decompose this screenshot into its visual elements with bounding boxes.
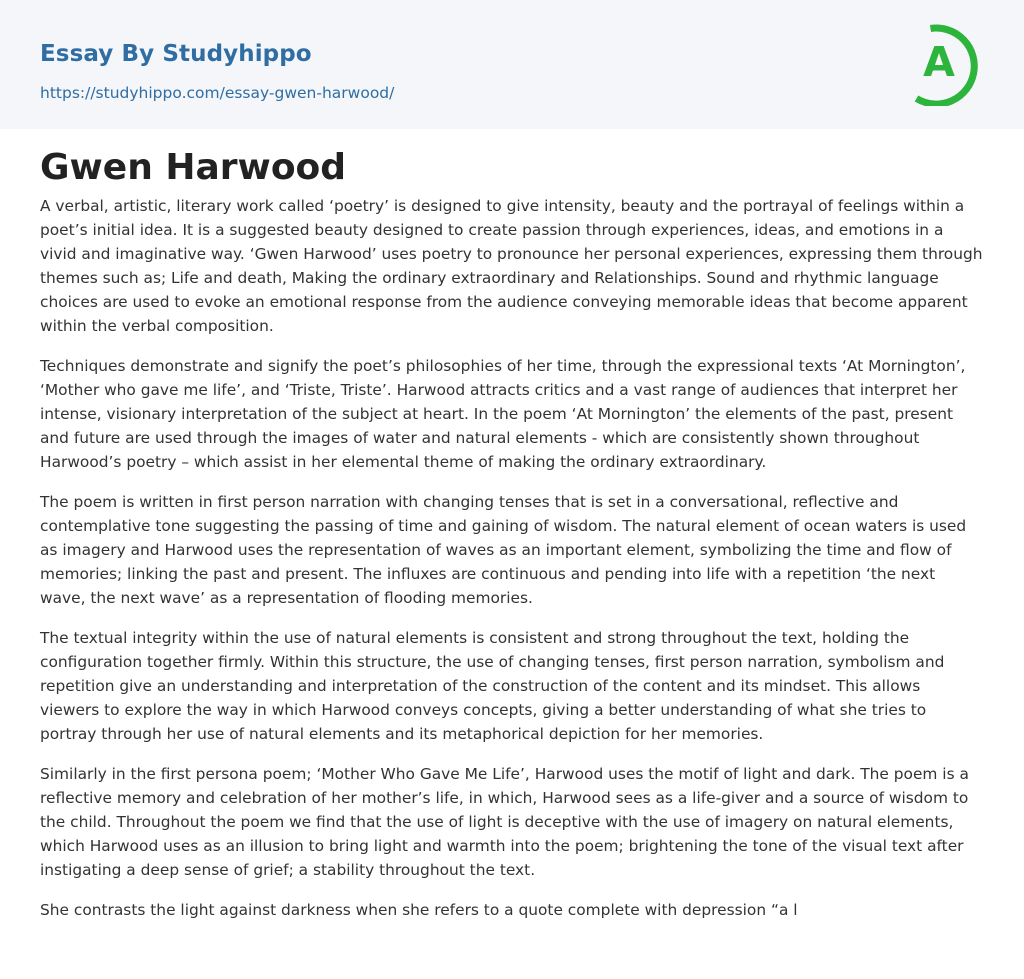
essay-paragraph: The poem is written in first person narration with changing tenses that is set in a conversational, reflective and contemplative tone suggesting the passing of time and gaining of wisdom. The natural element of ocean waters is used as imagery and Harwood uses the representation of waves as an important element, symbolizing the time and flow of memories; linking the past and present. The influxes are continuous and pending into life with a repetition ‘the next wave, the next wave’ as a representation of flooding memories. bbox=[40, 493, 967, 607]
logo-letter: A bbox=[923, 38, 955, 86]
studyhippo-logo[interactable] bbox=[910, 18, 988, 106]
essay-url-link[interactable]: https://studyhippo.com/essay-gwen-harwood/ bbox=[40, 84, 395, 102]
essay-paragraph: Similarly in the first persona poem; ‘Mother Who Gave Me Life’, Harwood uses the motif of light and dark. The poem is a reflective memory and celebration of her mother’s life, in which, Harwood sees as a life-giver and a source of wisdom to the child. Throughout the poem we find that the use of light is deceptive with the use of imagery on natural elements, which Harwood uses as an illusion to bring light and warmth into the poem; brightening the tone of the visual text after instigating a deep sense of grief; a stability throughout the text. bbox=[40, 765, 969, 879]
essay-paragraph: A verbal, artistic, literary work called ‘poetry’ is designed to give intensity, beauty and the portrayal of feelings within a poet’s initial idea. It is a suggested beauty designed to create passion through experiences, ideas, and emotions in a vivid and imaginative way. ‘Gwen Harwood’ uses poetry to pronounce her personal experiences, expressing them through themes such as; Life and death, Making the ordinary extraordinary and Relationships. Sound and rhythmic language choices are used to evoke an emotional response from the audience conveying memorable ideas that become apparent within the verbal composition. bbox=[40, 197, 983, 335]
essay-body bbox=[40, 194, 984, 938]
essay-paragraph: The textual integrity within the use of natural elements is consistent and strong throughout the text, holding the configuration together firmly. Within this structure, the use of changing tenses, first person narration, symbolism and repetition give an understanding and interpretation of the construction of the content and its mindset. This allows viewers to explore the way in which Harwood conveys concepts, giving a better understanding of what she tries to portray through her use of natural elements and its metaphorical depiction for her memories. bbox=[40, 629, 945, 743]
site-brand[interactable]: Essay By Studyhippo bbox=[40, 41, 312, 67]
page-title: Gwen Harwood bbox=[40, 147, 347, 188]
site-header bbox=[0, 0, 1024, 129]
logo-a-icon bbox=[910, 18, 988, 106]
essay-paragraph: Techniques demonstrate and signify the poet’s philosophies of her time, through the expressional texts ‘At Mornington’, ‘Mother who gave me life’, and ‘Triste, Triste’. Harwood attracts critics and a vast range of audiences that interpret her intense, visionary interpretation of the subject at heart. In the poem ‘At Mornington’ the elements of the past, present and future are used through the images of water and natural elements - which are consistently shown throughout Harwood’s poetry – which assist in her elemental theme of making the ordinary extraordinary. bbox=[40, 357, 966, 471]
essay-paragraph: She contrasts the light against darkness when she refers to a quote complete with depression “a l bbox=[40, 901, 798, 919]
